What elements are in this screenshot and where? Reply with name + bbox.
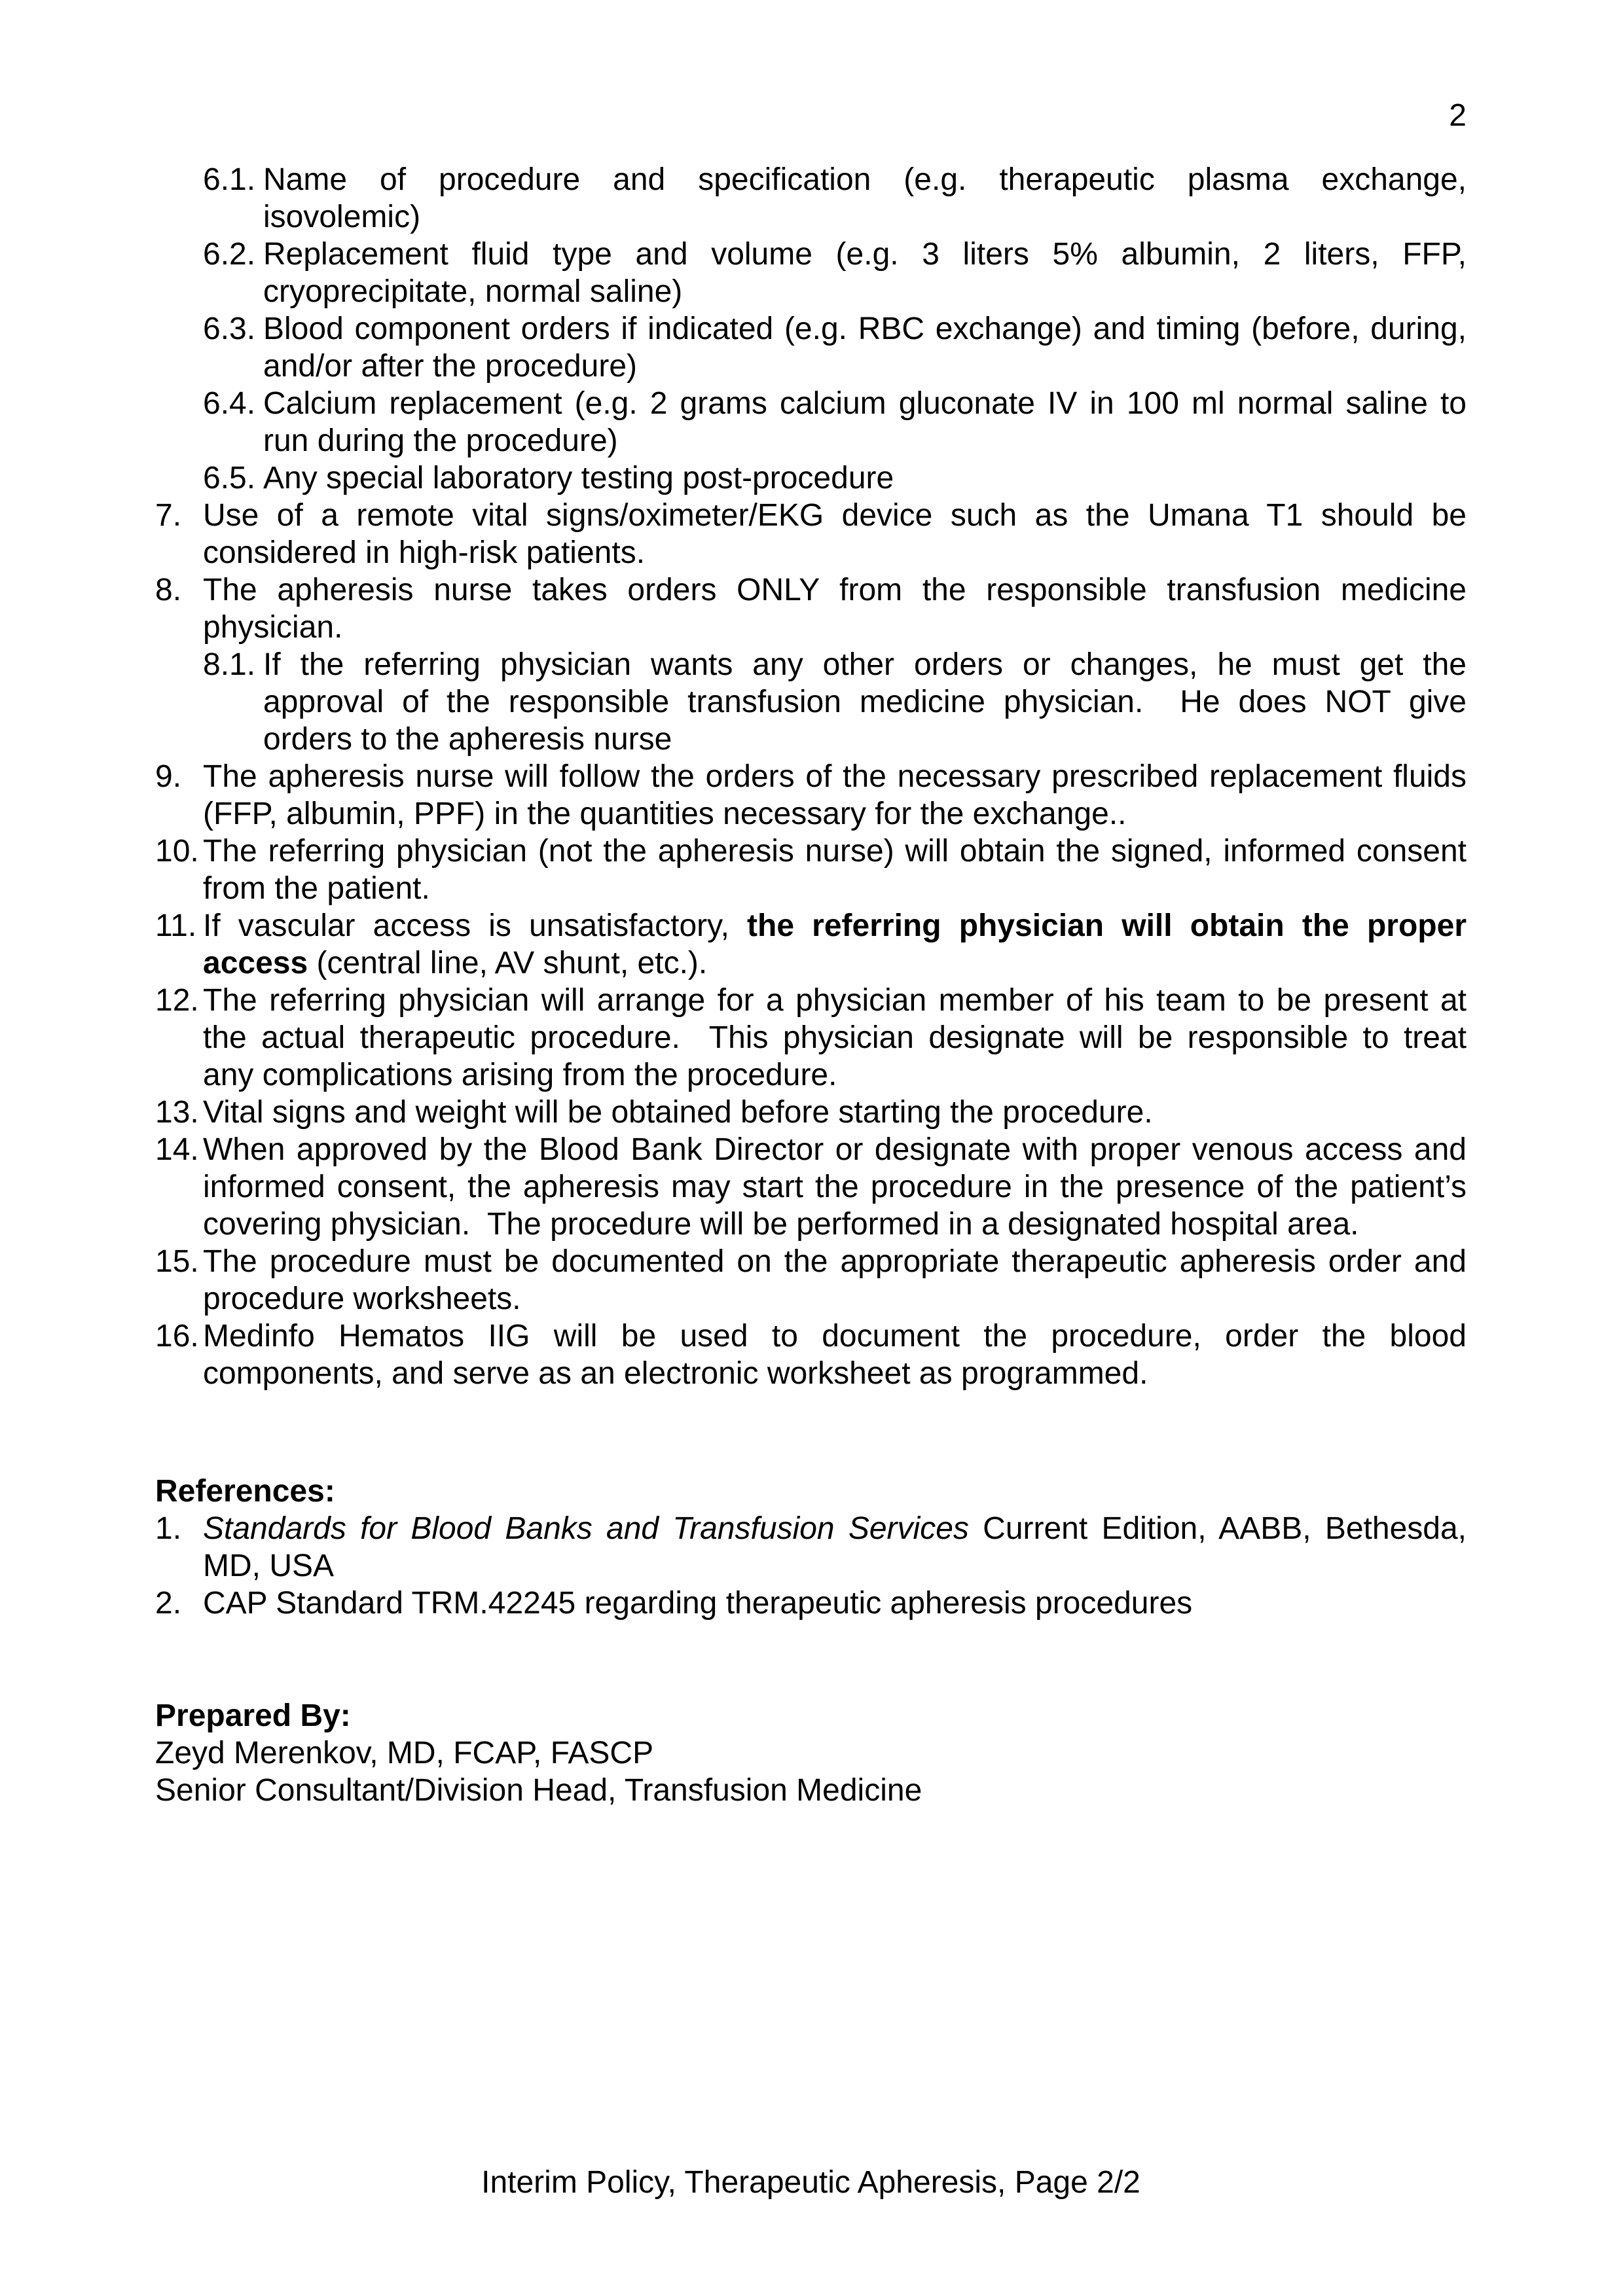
list-item-13 (155, 1094, 1467, 1131)
item-number: 6.1. (203, 162, 256, 197)
item-line: The referring physician (not the apheresis nurse) will obtain the signed, informed consent (203, 834, 1467, 869)
item-line: isovolemic) (263, 200, 421, 234)
bold-emphasis: the referring physician will obtain the proper (747, 908, 1467, 943)
item-line: Blood component orders if indicated (e.g. RBC exchange) and timing (before, during, (263, 312, 1467, 346)
prepared-by-name: Zeyd Merenkov, MD, FCAP, FASCP (155, 1736, 654, 1770)
item-line: informed consent, the apheresis may start the procedure in the presence of the patient’s (203, 1170, 1467, 1204)
item-number: 14. (155, 1132, 199, 1167)
list-item-7 (155, 497, 1467, 571)
item-number: 12. (155, 983, 199, 1018)
list-item-16 (155, 1318, 1467, 1392)
item-number: 10. (155, 834, 199, 869)
item-line: The referring physician will arrange for a physician member of his team to be present at (203, 983, 1467, 1018)
item-number: 16. (155, 1319, 199, 1354)
item-line: (FFP, albumin, PPF) in the quantities necessary for the exchange.. (203, 797, 1127, 831)
list-item-6-4 (203, 385, 1467, 459)
item-number: 2. (155, 1586, 182, 1621)
item-number: 6.3. (203, 312, 256, 346)
item-line: CAP Standard TRM.42245 regarding therapeutic apheresis procedures (203, 1586, 1193, 1621)
item-line: Vital signs and weight will be obtained before starting the procedure. (203, 1095, 1153, 1130)
item-number: 11. (155, 908, 197, 943)
item-number: 13. (155, 1095, 199, 1130)
list-item-11 (155, 907, 1467, 982)
list-item-9 (155, 758, 1467, 833)
item-line: and/or after the procedure) (263, 349, 638, 384)
list-item-14 (155, 1131, 1467, 1243)
list-item-8 (155, 571, 1467, 646)
bold-emphasis: access (203, 946, 308, 980)
list-item-6-5 (203, 459, 1467, 497)
item-line: the actual therapeutic procedure. This physician designate will be responsible to treat (203, 1020, 1467, 1055)
item-text-regular: (central line, AV shunt, etc.). (308, 946, 708, 980)
item-line: approval of the responsible transfusion medicine physician. He does NOT give (263, 685, 1467, 719)
item-line: Replacement fluid type and volume (e.g. 3 liters 5% albumin, 2 liters, FFP, (263, 237, 1467, 272)
item-text-regular: If vascular access is unsatisfactory, (203, 908, 748, 943)
reference-item-1 (155, 1510, 1467, 1585)
reference-title-italic: Standards for Blood Banks and Transfusion Services (203, 1511, 969, 1546)
item-text-regular: Current Edition, AABB, Bethesda, (968, 1511, 1467, 1546)
footer-text: Interim Policy, Therapeutic Apheresis, Page 2/2 (481, 2165, 1140, 2200)
list-item-6-2 (203, 236, 1467, 310)
item-line: cryoprecipitate, normal saline) (263, 274, 683, 309)
item-line: considered in high-risk patients. (203, 535, 646, 570)
item-line: orders to the apheresis nurse (263, 722, 672, 757)
item-line: When approved by the Blood Bank Director or designate with proper venous access and (203, 1132, 1467, 1167)
item-line: Name of procedure and specification (e.g. therapeutic plasma exchange, (263, 162, 1467, 197)
item-number: 8.1. (203, 647, 256, 682)
item-number: 6.4. (203, 386, 256, 421)
list-item-15 (155, 1243, 1467, 1318)
item-line: physician. (203, 610, 343, 645)
list-item-10 (155, 833, 1467, 907)
item-line: any complications arising from the procedure. (203, 1058, 837, 1092)
item-line: The apheresis nurse takes orders ONLY from the responsible transfusion medicine (203, 573, 1467, 607)
item-number: 15. (155, 1244, 199, 1279)
procedure-list (155, 161, 1467, 1392)
item-line: Any special laboratory testing post-procedure (263, 461, 894, 495)
item-line: Use of a remote vital signs/oximeter/EKG device such as the Umana T1 should be (203, 498, 1467, 533)
item-line (203, 1510, 1467, 1547)
prepared-by-heading: Prepared By: (155, 1698, 351, 1733)
list-item-8-1 (203, 646, 1467, 758)
references-heading: References: (155, 1474, 335, 1509)
item-line: procedure worksheets. (203, 1282, 521, 1316)
item-number: 8. (155, 573, 182, 607)
reference-item-2 (155, 1585, 1467, 1622)
page-number: 2 (1449, 98, 1467, 133)
item-line: from the patient. (203, 871, 430, 906)
item-line: run during the procedure) (263, 423, 618, 458)
item-line: components, and serve as an electronic worksheet as programmed. (203, 1356, 1148, 1391)
item-line: Calcium replacement (e.g. 2 grams calcium gluconate IV in 100 ml normal saline to (263, 386, 1467, 421)
item-line: covering physician. The procedure will be performed in a designated hospital area. (203, 1207, 1359, 1242)
item-number: 6.2. (203, 237, 256, 272)
item-line: MD, USA (203, 1549, 335, 1583)
list-item-6-3 (203, 310, 1467, 385)
item-line (203, 907, 1467, 944)
item-number: 9. (155, 759, 182, 794)
item-number: 1. (155, 1511, 182, 1546)
item-line: The apheresis nurse will follow the orders of the necessary prescribed replacement fluids (203, 759, 1467, 794)
item-number: 6.5. (203, 461, 256, 495)
item-line: The procedure must be documented on the appropriate therapeutic apheresis order and (203, 1244, 1467, 1279)
item-line: If the referring physician wants any other orders or changes, he must get the (263, 647, 1467, 682)
item-line (203, 944, 1467, 982)
item-number: 7. (155, 498, 182, 533)
item-line: Medinfo Hematos IIG will be used to document the procedure, order the blood (203, 1319, 1467, 1354)
list-item-6-1 (203, 161, 1467, 236)
list-item-12 (155, 982, 1467, 1094)
prepared-by-title: Senior Consultant/Division Head, Transfusion Medicine (155, 1773, 922, 1808)
